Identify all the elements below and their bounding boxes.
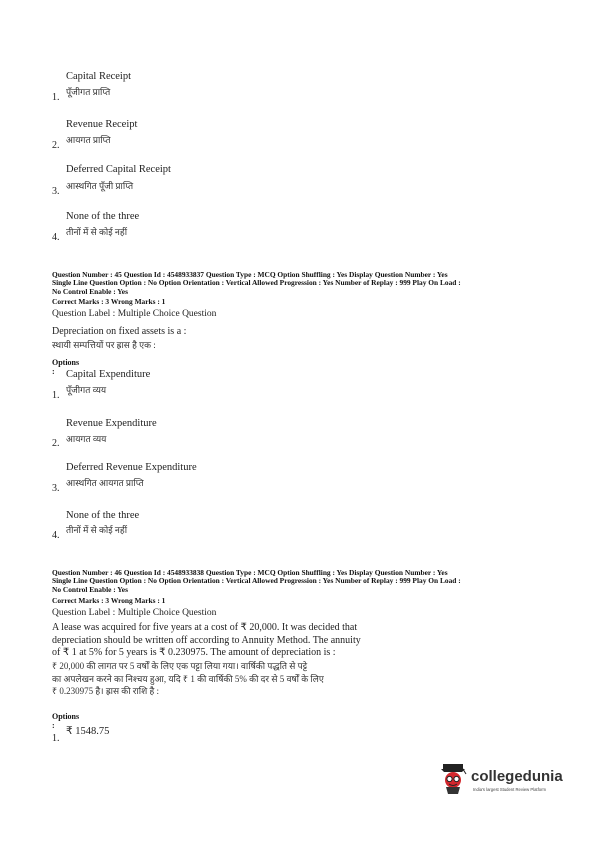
stem-line: A lease was acquired for five years at a cost of ₹ 20,000. It was decided that: [52, 622, 358, 633]
option-text-hi: आस्थगित आयगत प्राप्ति: [66, 478, 144, 488]
option-text-en: Revenue Receipt: [66, 119, 138, 130]
option-text-en: None of the three: [66, 211, 140, 222]
option-text-hi: तीनों में से कोई नहीं: [66, 227, 128, 237]
stem-line: of ₹ 1 at 5% for 5 years is ₹ 0.230975. The amount of depreciation is :: [52, 647, 336, 658]
option-number: 2.: [52, 140, 60, 151]
option-number: 3.: [52, 483, 60, 494]
question-marks: Correct Marks : 3 Wrong Marks : 1: [52, 297, 166, 306]
stem-line: ₹ 20,000 की लागत पर 5 वर्षों के लिए एक पट्टा लिया गया। वार्षिकी पद्धति से पट्टे: [52, 661, 308, 671]
meta-line: Single Line Question Option : No Option Orientation : Vertical Allowed Progression : Yes Number of Replay : 999 Play On Load :: [52, 278, 461, 288]
option-text-hi: आस्थगित पूँजी प्राप्ति: [66, 181, 134, 191]
option-text-en: Capital Receipt: [66, 71, 132, 82]
meta-line: No Control Enable : Yes: [52, 584, 128, 594]
options-heading: Options :: [52, 358, 80, 376]
question-stem-en: Depreciation on fixed assets is a :: [52, 326, 187, 337]
option-text-en: Capital Expenditure: [66, 369, 151, 380]
option-text-hi: आयगत प्राप्ति: [66, 135, 111, 145]
option-text-en: None of the three: [66, 510, 140, 521]
option-text-hi: पूँजीगत प्राप्ति: [66, 87, 111, 97]
option-text-en: Deferred Capital Receipt: [66, 164, 171, 175]
mascot-icon: [438, 762, 468, 796]
logo-wordmark: collegedunia: [471, 768, 563, 785]
option-text-hi: तीनों में से कोई नहीं: [66, 525, 128, 535]
option-text-en: Revenue Expenditure: [66, 418, 157, 429]
question-label: Question Label : Multiple Choice Question: [52, 608, 217, 618]
stem-line: का अपलेखन करने का निश्चय हुआ, यदि ₹ 1 की वार्षिकी 5% की दर से 5 वर्षों के लिए: [52, 673, 324, 684]
option-text-en: Deferred Revenue Expenditure: [66, 462, 197, 473]
option-number: 2.: [52, 438, 60, 449]
question-marks: Correct Marks : 3 Wrong Marks : 1: [52, 596, 166, 605]
meta-line: Question Number : 46 Question Id : 4548933838 Question Type : MCQ Option Shuffling : Yes Display Question Number : Yes: [52, 568, 448, 577]
question-stem-hi: स्थायी सम्पत्तियों पर ह्रास है एक :: [52, 340, 156, 350]
question-meta: [52, 271, 552, 296]
stem-line: depreciation should be written off according to Annuity Method. The annuity: [52, 634, 361, 646]
option-number: 1.: [52, 733, 60, 744]
question-label: Question Label : Multiple Choice Question: [52, 309, 217, 319]
option-text-hi: आयगत व्यय: [66, 434, 107, 444]
question-stem-en: [52, 622, 361, 660]
option-text-hi: पूँजीगत व्यय: [66, 385, 107, 395]
logo-tagline: India's largest Student Review Platform: [473, 787, 546, 792]
option-number: 3.: [52, 186, 60, 197]
meta-line: Single Line Question Option : No Option Orientation : Vertical Allowed Progression : Yes Number of Replay : 999 Play On Load :: [52, 576, 461, 586]
meta-line: Question Number : 45 Question Id : 4548933837 Question Type : MCQ Option Shuffling : Yes Display Question Number : Yes: [52, 270, 448, 279]
option-number: 1.: [52, 92, 60, 103]
stem-line: ₹ 0.230975 है। ह्रास की राशि है :: [52, 686, 160, 696]
question-stem-hi: [52, 660, 324, 698]
option-number: 1.: [52, 390, 60, 401]
option-text-en: ₹ 1548.75: [66, 726, 110, 737]
question-meta: [52, 569, 552, 594]
options-heading: Options :: [52, 712, 80, 730]
option-number: 4.: [52, 530, 60, 541]
option-number: 4.: [52, 232, 60, 243]
collegedunia-logo: [438, 762, 563, 802]
meta-line: No Control Enable : Yes: [52, 286, 128, 296]
